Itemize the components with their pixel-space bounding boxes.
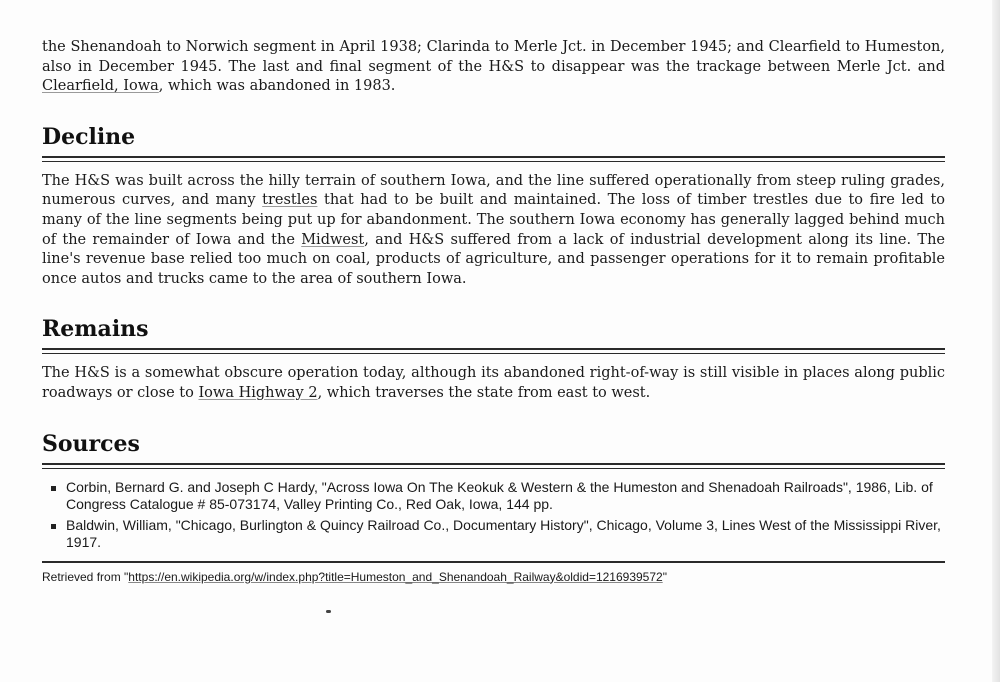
sources-divider: [42, 463, 945, 469]
trestles-link[interactable]: trestles: [262, 192, 318, 209]
decline-text-1: The H&S was built across the hilly terrain of southern Iowa, and the line suffered operationally from steep ruling grades, numerous curves, and many: [42, 172, 945, 209]
decline-text-3: , and H&S suffered from a lack of industrial development along its line. The line's revenue base relied too much on coal, products of agriculture, and passenger operations for it to remain profitable once autos and trucks came to the area of southern Iowa.: [42, 231, 946, 287]
decline-divider: [42, 156, 945, 162]
iowa-highway-2-link[interactable]: Iowa Highway 2: [198, 384, 318, 401]
source-item-corbin: [42, 479, 945, 514]
sources-list: [42, 479, 945, 552]
intro-text-before: the Shenandoah to Norwich segment in April 1938; Clarinda to Merle Jct. in December 1945; and Clearfield to Humeston, also in December 1945. The last and final segment of the H&S to disappear was the trackage between Merle Jct. and: [42, 39, 945, 75]
remains-text-2: , which traverses the state from east to west.: [317, 384, 651, 401]
decline-text-2: that had to be built and maintained. The loss of timber trestles due to fire led to many of the line segments being put up for abandonment. The southern Iowa economy has generally lagged behind much of the remainder of Iowa and the: [42, 192, 945, 248]
retrieved-prefix: Retrieved from ": [42, 569, 129, 584]
sources-heading: Sources: [42, 430, 140, 457]
page-edge-shadow: [992, 0, 1000, 682]
decline-paragraph: [42, 172, 945, 290]
article-content: [42, 38, 945, 585]
remains-divider: [42, 348, 945, 354]
remains-paragraph: [42, 364, 945, 403]
source-text: Corbin, Bernard G. and Joseph C Hardy, "Across Iowa On The Keokuk & Western & the Humeston and Shenadoah Railroads", 1986, Lib. of Congress Catalogue # 85-073174, Valley Printing Co., Red Oak, Iowa, 144 pp.: [66, 478, 933, 513]
retrieved-suffix: ": [662, 569, 667, 584]
remains-text-1: The H&S is a somewhat obscure operation today, although its abandoned right-of-way is still visible in places along public roadways or close to: [42, 365, 945, 401]
retrieved-url-link[interactable]: https://en.wikipedia.org/w/index.php?title=Humeston_and_Shenandoah_Railway&oldid=1216939572: [128, 569, 663, 584]
retrieved-from: [42, 570, 945, 585]
footer-divider: [42, 561, 945, 563]
source-item-baldwin: [42, 517, 945, 552]
source-text: Baldwin, William, "Chicago, Burlington & Quincy Railroad Co., Documentary History", Chicago, Volume 3, Lines West of the Mississippi River, 1917.: [66, 516, 941, 551]
remains-heading: Remains: [42, 316, 149, 343]
intro-text-after: , which was abandoned in 1983.: [158, 78, 396, 95]
decline-heading: Decline: [42, 123, 136, 150]
scan-speck: [326, 610, 331, 613]
midwest-link[interactable]: Midwest: [301, 231, 365, 248]
bullet-icon: [51, 524, 56, 529]
bullet-icon: [51, 486, 56, 491]
clearfield-iowa-link[interactable]: Clearfield, Iowa: [42, 78, 159, 95]
intro-paragraph: [42, 38, 945, 97]
